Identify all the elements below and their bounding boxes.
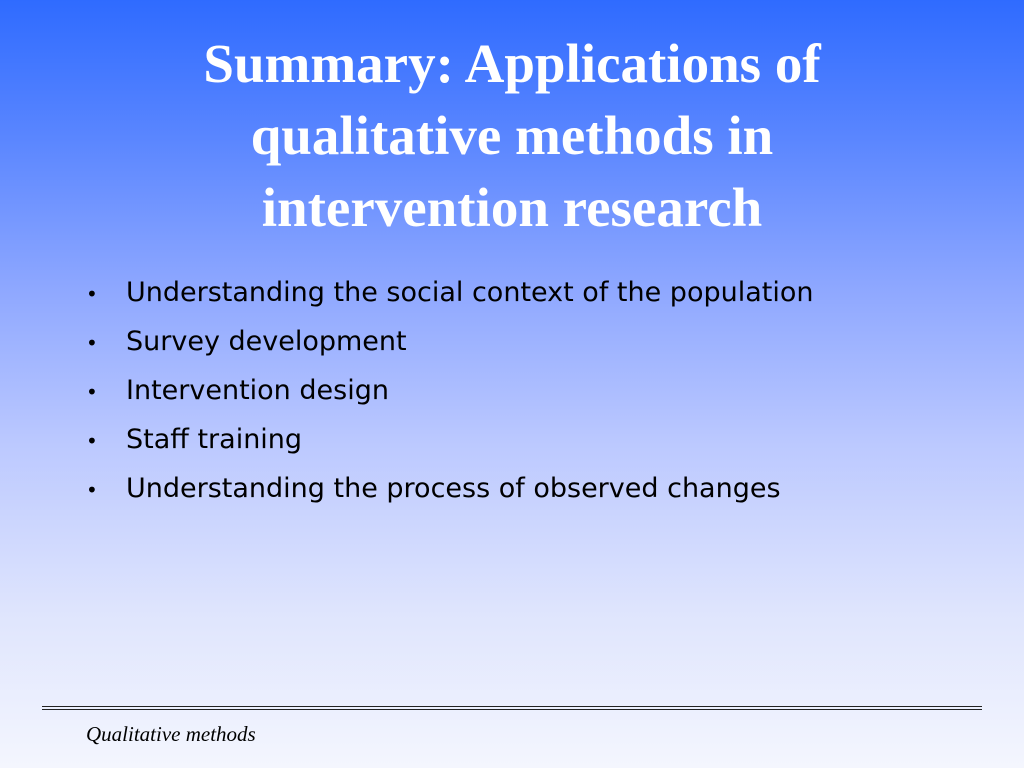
bullet-item	[86, 268, 986, 317]
bullet-item	[86, 317, 986, 366]
bullet-item	[86, 366, 986, 415]
bullet-text: Understanding the process of observed changes	[126, 473, 781, 504]
bullet-text: Staff training	[126, 424, 303, 455]
title-line-3: intervention research	[261, 177, 763, 238]
bullet-item	[86, 464, 986, 513]
bullet-text: Understanding the social context of the population	[126, 277, 814, 308]
bullet-icon: •	[86, 331, 98, 355]
footer-text: Qualitative methods	[86, 722, 256, 746]
bullet-text: Intervention design	[126, 375, 389, 406]
footer-divider	[42, 706, 982, 710]
bullet-list	[86, 268, 986, 513]
bullet-item	[86, 415, 986, 464]
bullet-icon: •	[86, 429, 98, 453]
title-line-1: Summary: Applications of	[203, 33, 821, 94]
slide-title	[80, 28, 944, 244]
bullet-icon: •	[86, 282, 98, 306]
bullet-icon: •	[86, 380, 98, 404]
bullet-text: Survey development	[126, 326, 407, 357]
title-line-2: qualitative methods in	[250, 105, 774, 166]
bullet-icon: •	[86, 478, 98, 502]
